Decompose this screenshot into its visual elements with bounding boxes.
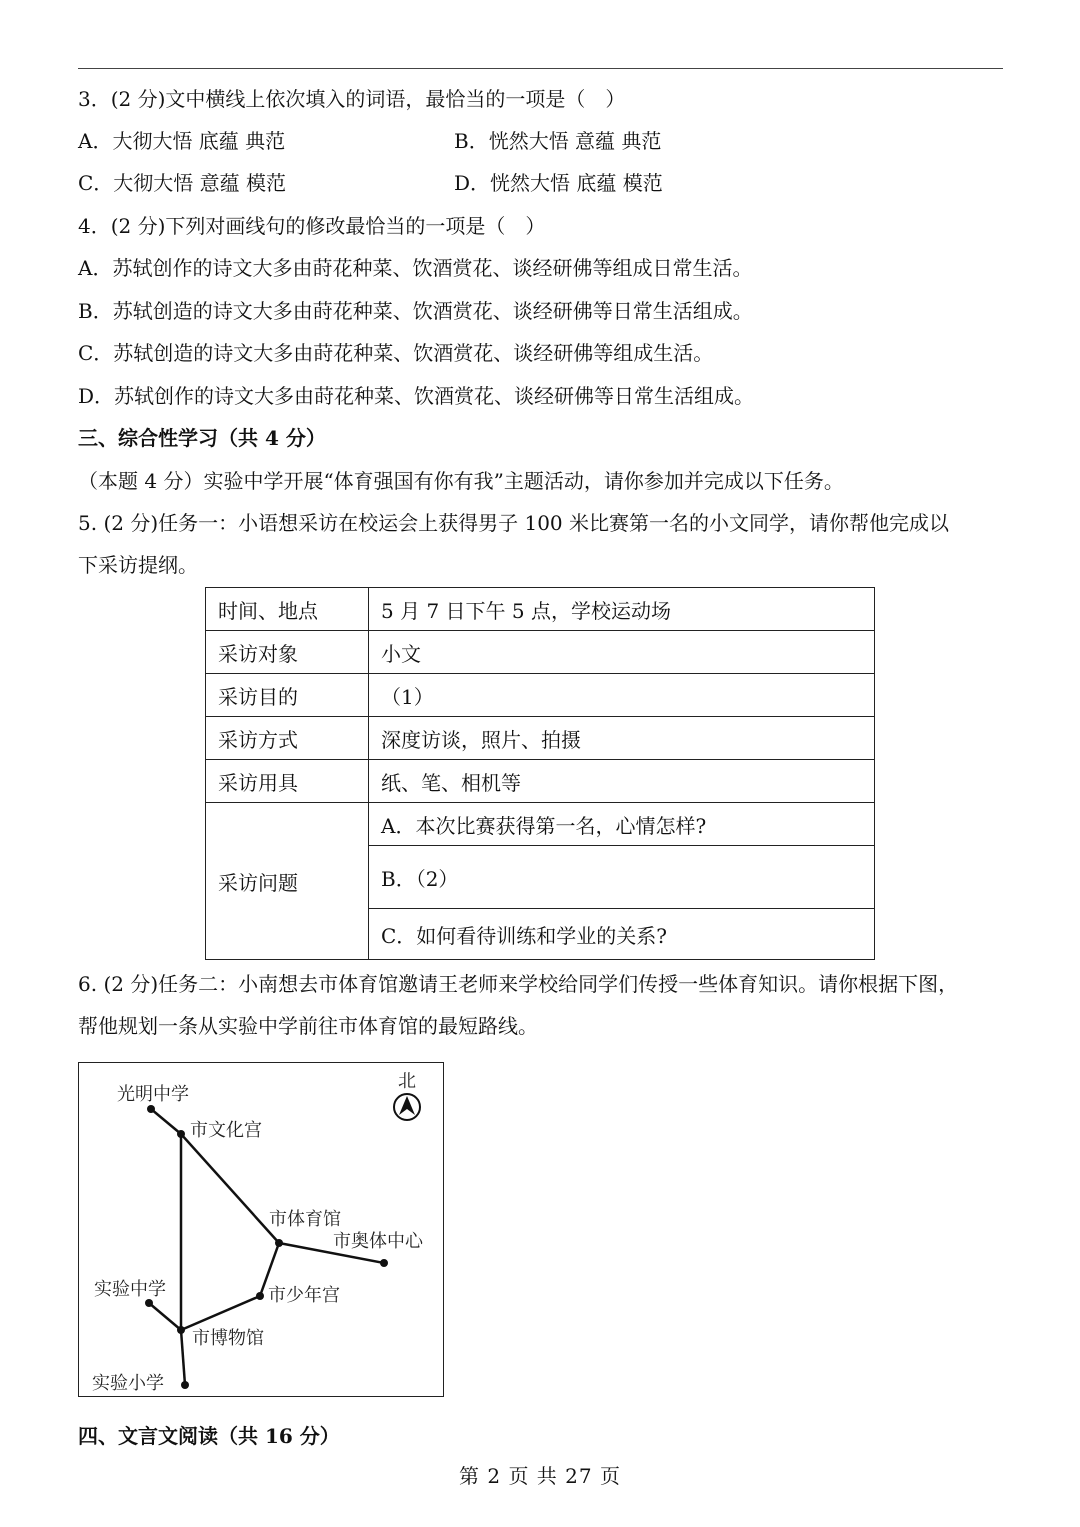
section3-intro: （本题 4 分）实验中学开展“体育强国有你有我”主题活动，请你参加并完成以下任务。 <box>78 469 844 493</box>
row-label-questions: 采访问题 <box>206 803 369 960</box>
q5-stem-line2: 下采访提纲。 <box>78 553 198 577</box>
row-label-method: 采访方式 <box>206 717 369 760</box>
label-bowuguan: 市博物馆 <box>192 1328 264 1349</box>
label-wenhuagong: 市文化宫 <box>190 1120 262 1141</box>
table-row <box>206 588 875 631</box>
q6-stem-line1: 6. (2 分)任务二：小南想去市体育馆邀请王老师来学校给同学们传授一些体育知识。请你根据下图， <box>78 972 959 996</box>
row-value-purpose-blank: （1） <box>369 674 875 717</box>
q3-option-c: C．大彻大悟 意蕴 模范 <box>78 171 287 195</box>
node-wenhuagong <box>177 1130 185 1138</box>
label-shiyanzhongxue: 实验中学 <box>94 1279 166 1300</box>
table-row <box>206 717 875 760</box>
q3-stem: 3．(2 分)文中横线上依次填入的词语，最恰当的一项是（ ） <box>78 87 626 111</box>
label-north: 北 <box>398 1071 416 1092</box>
header-rule <box>78 68 1003 69</box>
label-aoti: 市奥体中心 <box>333 1231 423 1252</box>
q3-option-d: D．恍然大悟 底蕴 模范 <box>454 171 663 195</box>
table-row <box>206 674 875 717</box>
question-b-blank: B．（2） <box>369 846 875 909</box>
row-value-method: 深度访谈，照片、拍摄 <box>369 717 875 760</box>
row-label-purpose: 采访目的 <box>206 674 369 717</box>
interview-outline-table <box>205 587 875 960</box>
row-value-tools: 纸、笔、相机等 <box>369 760 875 803</box>
node-bowuguan <box>177 1326 185 1334</box>
road-guangming-wenhuagong <box>151 1109 181 1134</box>
route-map-svg <box>79 1063 445 1398</box>
node-shiyanxiaoxue <box>181 1381 189 1389</box>
row-label-target: 采访对象 <box>206 631 369 674</box>
q4-option-b: B．苏轼创造的诗文大多由莳花种菜、饮酒赏花、谈经研佛等日常生活组成。 <box>78 299 753 323</box>
road-bowuguan-shiyanxiaoxue <box>181 1330 185 1385</box>
section3-title: 三、综合性学习（共 4 分） <box>78 426 326 450</box>
section4-title: 四、文言文阅读（共 16 分） <box>78 1424 340 1448</box>
label-tiyuguan: 市体育馆 <box>269 1209 341 1230</box>
q4-option-c: C．苏轼创造的诗文大多由莳花种菜、饮酒赏花、谈经研佛等组成生活。 <box>78 341 714 365</box>
node-shaoniangong <box>256 1292 264 1300</box>
node-tiyuguan <box>275 1239 283 1247</box>
route-map <box>78 1062 444 1397</box>
node-aoti <box>380 1259 388 1267</box>
row-label-tools: 采访用具 <box>206 760 369 803</box>
q6-stem-line2: 帮他规划一条从实验中学前往市体育馆的最短路线。 <box>78 1014 538 1038</box>
q4-stem: 4．(2 分)下列对画线句的修改最恰当的一项是（ ） <box>78 214 546 238</box>
page-footer: 第 2 页 共 27 页 <box>459 1464 621 1488</box>
table-row <box>206 631 875 674</box>
node-guangming <box>147 1105 155 1113</box>
question-c: C．如何看待训练和学业的关系? <box>369 909 875 960</box>
label-shaoniangong: 市少年宫 <box>268 1285 340 1306</box>
table-row <box>206 760 875 803</box>
node-shiyanzhongxue <box>145 1299 153 1307</box>
question-a: A．本次比赛获得第一名，心情怎样? <box>369 803 875 846</box>
road-shiyanzhongxue-bowuguan <box>149 1303 181 1330</box>
road-shaoniangong-bowuguan <box>181 1296 260 1330</box>
north-arrow-icon <box>399 1096 415 1115</box>
q4-option-a: A．苏轼创作的诗文大多由莳花种菜、饮酒赏花、谈经研佛等组成日常生活。 <box>78 256 753 280</box>
table-row <box>206 803 875 846</box>
q5-stem-line1: 5. (2 分)任务一：小语想采访在校运会上获得男子 100 米比赛第一名的小文同学，请你帮他完成以 <box>78 511 950 535</box>
label-shiyanxiaoxue: 实验小学 <box>92 1373 164 1394</box>
label-guangming: 光明中学 <box>117 1084 189 1105</box>
row-value-target: 小文 <box>369 631 875 674</box>
q4-option-d: D．苏轼创作的诗文大多由莳花种菜、饮酒赏花、谈经研佛等日常生活组成。 <box>78 384 755 408</box>
road-wenhuagong-tiyuguan <box>181 1134 279 1243</box>
q3-option-b: B．恍然大悟 意蕴 典范 <box>454 129 662 153</box>
row-label-time: 时间、地点 <box>206 588 369 631</box>
row-value-time: 5 月 7 日下午 5 点，学校运动场 <box>369 588 875 631</box>
q3-option-a: A．大彻大悟 底蕴 典范 <box>78 129 286 153</box>
